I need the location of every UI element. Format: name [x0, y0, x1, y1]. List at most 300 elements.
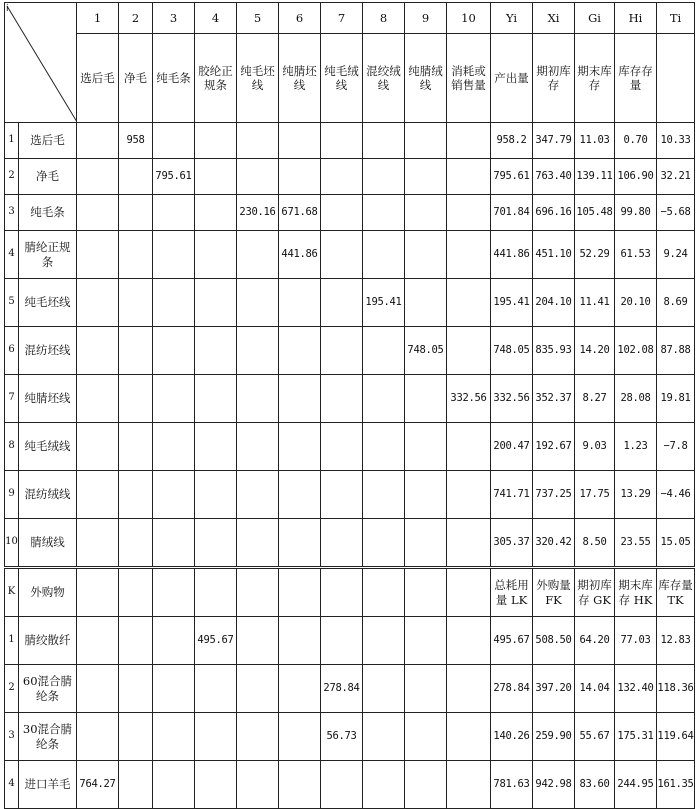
table-cell — [119, 568, 153, 617]
table-cell: 195.41 — [363, 279, 405, 327]
table-cell — [363, 231, 405, 279]
row-index: 3 — [5, 713, 19, 761]
table-cell — [119, 617, 153, 665]
table-cell — [447, 519, 491, 568]
table-cell — [153, 123, 195, 159]
column-number: 3 — [153, 3, 195, 34]
table-cell — [363, 519, 405, 568]
corner-mark: i — [6, 3, 9, 14]
input-output-table — [4, 2, 695, 809]
table-cell — [77, 279, 119, 327]
table-cell — [119, 665, 153, 713]
table-cell: 15.05 — [657, 519, 695, 568]
corner-diagonal-line — [5, 4, 77, 122]
table-cell — [77, 617, 119, 665]
table-cell: 102.08 — [615, 327, 657, 375]
row-label: 腈绞散纤 — [19, 617, 77, 665]
table-cell — [405, 519, 447, 568]
table-cell: 161.35 — [657, 761, 695, 809]
table-cell — [77, 665, 119, 713]
table-row — [5, 761, 695, 809]
column-number: Xi — [533, 3, 575, 34]
table-cell — [195, 761, 237, 809]
table-cell — [153, 195, 195, 231]
table-cell: 106.90 — [615, 159, 657, 195]
table-cell — [237, 471, 279, 519]
table-cell — [405, 123, 447, 159]
table-cell — [77, 713, 119, 761]
table-cell — [195, 713, 237, 761]
corner-box — [5, 4, 76, 122]
column-number: 2 — [119, 3, 153, 34]
table-cell — [405, 761, 447, 809]
table-cell — [77, 568, 119, 617]
table-cell — [321, 159, 363, 195]
column-number: 7 — [321, 3, 363, 34]
row-label: 腈纶正规条 — [19, 231, 77, 279]
table-cell — [321, 375, 363, 423]
table-cell — [363, 761, 405, 809]
row-label: 30混合腈纶条 — [19, 713, 77, 761]
table-cell: 278.84 — [491, 665, 533, 713]
table-row — [5, 617, 695, 665]
column-number: Yi — [491, 3, 533, 34]
table-cell — [279, 568, 321, 617]
table-cell — [237, 159, 279, 195]
table-row — [5, 423, 695, 471]
row-label: 选后毛 — [19, 123, 77, 159]
table-cell: 99.80 — [615, 195, 657, 231]
column-label: 纯腈坯线 — [279, 34, 321, 123]
table-cell — [279, 423, 321, 471]
table-cell — [119, 327, 153, 375]
table-cell: 175.31 — [615, 713, 657, 761]
table-cell — [119, 761, 153, 809]
row-label: 混纺坯线 — [19, 327, 77, 375]
table-cell — [405, 423, 447, 471]
column-label: 净毛 — [119, 34, 153, 123]
table-cell — [195, 123, 237, 159]
table-cell — [153, 713, 195, 761]
table-cell — [237, 665, 279, 713]
column-label: 库存存量 — [615, 34, 657, 123]
column-number: 1 — [77, 3, 119, 34]
table-cell — [321, 471, 363, 519]
table-cell — [447, 761, 491, 809]
table-cell — [447, 279, 491, 327]
column-label: 选后毛 — [77, 34, 119, 123]
table-cell: 23.55 — [615, 519, 657, 568]
purchased-section-header — [5, 568, 695, 617]
table-cell — [237, 123, 279, 159]
table-cell: 320.42 — [533, 519, 575, 568]
table-cell — [77, 519, 119, 568]
table-cell: 61.53 — [615, 231, 657, 279]
table-cell — [447, 123, 491, 159]
table-cell: 195.41 — [491, 279, 533, 327]
row-index: 5 — [5, 279, 19, 327]
row-index: 6 — [5, 327, 19, 375]
row-label: 纯毛坯线 — [19, 279, 77, 327]
table-cell — [237, 713, 279, 761]
table-cell — [447, 159, 491, 195]
table-cell: 495.67 — [195, 617, 237, 665]
table-cell: 8.27 — [575, 375, 615, 423]
table-cell — [405, 231, 447, 279]
table-cell — [195, 665, 237, 713]
row-label: 纯毛条 — [19, 195, 77, 231]
table-cell — [237, 761, 279, 809]
table-cell: −5.68 — [657, 195, 695, 231]
table-cell: 958 — [119, 123, 153, 159]
table-cell — [153, 617, 195, 665]
column-number: 9 — [405, 3, 447, 34]
table-cell: 8.50 — [575, 519, 615, 568]
table-cell — [77, 375, 119, 423]
table-cell — [405, 195, 447, 231]
row-index: 3 — [5, 195, 19, 231]
table-cell — [195, 471, 237, 519]
table-cell: 259.90 — [533, 713, 575, 761]
table-cell: 835.93 — [533, 327, 575, 375]
table-cell: 14.20 — [575, 327, 615, 375]
table-cell — [321, 279, 363, 327]
table-cell: −4.46 — [657, 471, 695, 519]
row-label: 外购物 — [19, 568, 77, 617]
table-cell: 11.41 — [575, 279, 615, 327]
table-cell — [279, 617, 321, 665]
row-label: 混纺绒线 — [19, 471, 77, 519]
table-cell — [405, 279, 447, 327]
column-label: 期末库存 — [575, 34, 615, 123]
table-cell — [279, 713, 321, 761]
table-cell — [153, 471, 195, 519]
table-cell: 10.33 — [657, 123, 695, 159]
table-row — [5, 665, 695, 713]
column-label: 混绞绒线 — [363, 34, 405, 123]
table-cell: 763.40 — [533, 159, 575, 195]
table-cell — [321, 568, 363, 617]
table-cell — [153, 327, 195, 375]
table-cell — [77, 423, 119, 471]
table-cell — [321, 617, 363, 665]
table-cell: 244.95 — [615, 761, 657, 809]
table-cell — [119, 423, 153, 471]
table-cell: 441.86 — [279, 231, 321, 279]
column-label: 期初库存 GK — [575, 568, 615, 617]
table-cell — [195, 279, 237, 327]
table-cell: 332.56 — [491, 375, 533, 423]
table-cell: 52.29 — [575, 231, 615, 279]
table-cell: 83.60 — [575, 761, 615, 809]
table-cell — [363, 423, 405, 471]
row-index: 2 — [5, 665, 19, 713]
table-cell: 105.48 — [575, 195, 615, 231]
table-cell — [119, 195, 153, 231]
table-cell: 397.20 — [533, 665, 575, 713]
table-cell: 14.04 — [575, 665, 615, 713]
table-cell — [447, 471, 491, 519]
table-cell: 696.16 — [533, 195, 575, 231]
column-number: Gi — [575, 3, 615, 34]
table-cell — [119, 471, 153, 519]
table-cell — [321, 761, 363, 809]
table-row — [5, 123, 695, 159]
column-label: 消耗或销售量 — [447, 34, 491, 123]
row-index: 1 — [5, 617, 19, 665]
table-cell — [153, 665, 195, 713]
table-cell: 19.81 — [657, 375, 695, 423]
table-cell — [237, 327, 279, 375]
table-row — [5, 471, 695, 519]
table-cell: 781.63 — [491, 761, 533, 809]
table-row — [5, 159, 695, 195]
column-label: 期初库存 — [533, 34, 575, 123]
table-cell — [195, 159, 237, 195]
row-label: 净毛 — [19, 159, 77, 195]
table-cell — [405, 713, 447, 761]
table-cell — [321, 327, 363, 375]
table-cell — [363, 665, 405, 713]
column-number: Ti — [657, 3, 695, 34]
table-cell — [153, 423, 195, 471]
table-cell — [195, 375, 237, 423]
table-cell — [405, 471, 447, 519]
column-label: 期末库存 HK — [615, 568, 657, 617]
table-cell — [363, 123, 405, 159]
column-number: 6 — [279, 3, 321, 34]
table-cell: 200.47 — [491, 423, 533, 471]
table-cell — [237, 617, 279, 665]
table-cell — [237, 375, 279, 423]
table-row — [5, 713, 695, 761]
table-cell — [237, 279, 279, 327]
table-cell — [447, 568, 491, 617]
table-cell — [195, 568, 237, 617]
table-cell — [363, 375, 405, 423]
table-cell: 451.10 — [533, 231, 575, 279]
table-cell: 495.67 — [491, 617, 533, 665]
table-cell — [447, 423, 491, 471]
table-cell — [447, 195, 491, 231]
table-row — [5, 195, 695, 231]
row-index: 8 — [5, 423, 19, 471]
column-number: Hi — [615, 3, 657, 34]
table-cell: 795.61 — [153, 159, 195, 195]
column-label — [657, 34, 695, 123]
table-cell: 748.05 — [491, 327, 533, 375]
table-cell: 17.75 — [575, 471, 615, 519]
column-label: 纯毛绒线 — [321, 34, 363, 123]
table-cell: 1.23 — [615, 423, 657, 471]
table-cell: 508.50 — [533, 617, 575, 665]
table-cell: 140.26 — [491, 713, 533, 761]
row-index: K — [5, 568, 19, 617]
table-cell: 0.70 — [615, 123, 657, 159]
table-cell: 278.84 — [321, 665, 363, 713]
table-cell: 441.86 — [491, 231, 533, 279]
table-cell — [279, 665, 321, 713]
table-cell: 737.25 — [533, 471, 575, 519]
column-number: 10 — [447, 3, 491, 34]
table-cell: 9.24 — [657, 231, 695, 279]
corner-diagonal-cell — [5, 3, 77, 123]
table-cell — [447, 617, 491, 665]
table-cell — [195, 231, 237, 279]
table-cell — [153, 519, 195, 568]
row-index: 1 — [5, 123, 19, 159]
table-cell: 204.10 — [533, 279, 575, 327]
table-cell — [195, 195, 237, 231]
table-cell — [363, 327, 405, 375]
column-number: 5 — [237, 3, 279, 34]
table-cell — [77, 195, 119, 231]
table-cell — [237, 423, 279, 471]
table-cell — [237, 519, 279, 568]
table-cell — [279, 279, 321, 327]
table-cell: 8.69 — [657, 279, 695, 327]
row-index: 9 — [5, 471, 19, 519]
table-cell — [77, 159, 119, 195]
column-label: 纯腈绒线 — [405, 34, 447, 123]
table-cell: 671.68 — [279, 195, 321, 231]
table-cell: 87.88 — [657, 327, 695, 375]
table-cell: 32.21 — [657, 159, 695, 195]
table-cell — [363, 713, 405, 761]
table-cell — [447, 327, 491, 375]
table-row — [5, 231, 695, 279]
table-cell: 119.64 — [657, 713, 695, 761]
column-label: 外购量 FK — [533, 568, 575, 617]
table-cell — [321, 519, 363, 568]
table-cell — [321, 123, 363, 159]
table-cell — [279, 375, 321, 423]
table-cell: 332.56 — [447, 375, 491, 423]
table-cell — [237, 568, 279, 617]
table-cell — [119, 713, 153, 761]
table-cell — [195, 423, 237, 471]
table-cell: 20.10 — [615, 279, 657, 327]
table-cell: 192.67 — [533, 423, 575, 471]
row-index: 7 — [5, 375, 19, 423]
table-cell — [77, 231, 119, 279]
table-cell: 118.36 — [657, 665, 695, 713]
table-cell: 64.20 — [575, 617, 615, 665]
table-cell — [363, 471, 405, 519]
table-cell: 12.83 — [657, 617, 695, 665]
row-index: 10 — [5, 519, 19, 568]
table-cell — [405, 159, 447, 195]
row-label: 进口羊毛 — [19, 761, 77, 809]
table-cell: 741.71 — [491, 471, 533, 519]
table-cell: −7.8 — [657, 423, 695, 471]
table-cell — [279, 123, 321, 159]
row-index: 4 — [5, 231, 19, 279]
table-cell — [363, 617, 405, 665]
table-cell: 139.11 — [575, 159, 615, 195]
input-output-table-sheet — [4, 2, 695, 809]
table-cell — [321, 195, 363, 231]
table-cell — [77, 123, 119, 159]
table-cell — [279, 471, 321, 519]
row-label: 60混合腈纶条 — [19, 665, 77, 713]
row-label: 纯毛绒线 — [19, 423, 77, 471]
table-cell — [153, 231, 195, 279]
table-cell — [321, 423, 363, 471]
table-cell — [119, 159, 153, 195]
table-cell — [447, 665, 491, 713]
table-cell — [119, 375, 153, 423]
table-cell — [195, 327, 237, 375]
column-label: 产出量 — [491, 34, 533, 123]
column-number: 8 — [363, 3, 405, 34]
column-label: 纯毛条 — [153, 34, 195, 123]
column-label: 纯毛坯线 — [237, 34, 279, 123]
row-label: 纯腈坯线 — [19, 375, 77, 423]
table-cell — [363, 159, 405, 195]
table-cell: 11.03 — [575, 123, 615, 159]
table-cell — [119, 279, 153, 327]
table-cell — [237, 231, 279, 279]
table-cell — [363, 195, 405, 231]
table-cell: 28.08 — [615, 375, 657, 423]
table-cell — [279, 327, 321, 375]
table-cell — [279, 761, 321, 809]
table-cell — [77, 471, 119, 519]
table-cell — [77, 327, 119, 375]
table-cell: 701.84 — [491, 195, 533, 231]
column-label: 总耗用量 LK — [491, 568, 533, 617]
table-cell — [153, 568, 195, 617]
table-cell: 764.27 — [77, 761, 119, 809]
table-cell — [279, 519, 321, 568]
table-cell — [405, 375, 447, 423]
table-cell: 56.73 — [321, 713, 363, 761]
table-cell: 958.2 — [491, 123, 533, 159]
table-cell: 352.37 — [533, 375, 575, 423]
table-cell: 9.03 — [575, 423, 615, 471]
table-cell: 795.61 — [491, 159, 533, 195]
table-cell: 305.37 — [491, 519, 533, 568]
table-cell — [119, 231, 153, 279]
table-cell: 942.98 — [533, 761, 575, 809]
table-cell — [153, 375, 195, 423]
table-cell — [405, 617, 447, 665]
table-cell — [405, 568, 447, 617]
row-index: 4 — [5, 761, 19, 809]
table-cell — [279, 159, 321, 195]
table-cell — [119, 519, 153, 568]
table-cell — [195, 519, 237, 568]
table-cell: 748.05 — [405, 327, 447, 375]
column-number: 4 — [195, 3, 237, 34]
table-cell: 230.16 — [237, 195, 279, 231]
table-cell: 347.79 — [533, 123, 575, 159]
table-cell — [153, 761, 195, 809]
table-cell: 55.67 — [575, 713, 615, 761]
table-cell — [405, 665, 447, 713]
table-row — [5, 327, 695, 375]
table-cell: 132.40 — [615, 665, 657, 713]
table-cell — [321, 231, 363, 279]
table-row — [5, 279, 695, 327]
column-label: 胶纶正规条 — [195, 34, 237, 123]
table-row — [5, 375, 695, 423]
table-cell — [447, 231, 491, 279]
table-cell — [363, 568, 405, 617]
table-cell — [153, 279, 195, 327]
table-cell: 13.29 — [615, 471, 657, 519]
